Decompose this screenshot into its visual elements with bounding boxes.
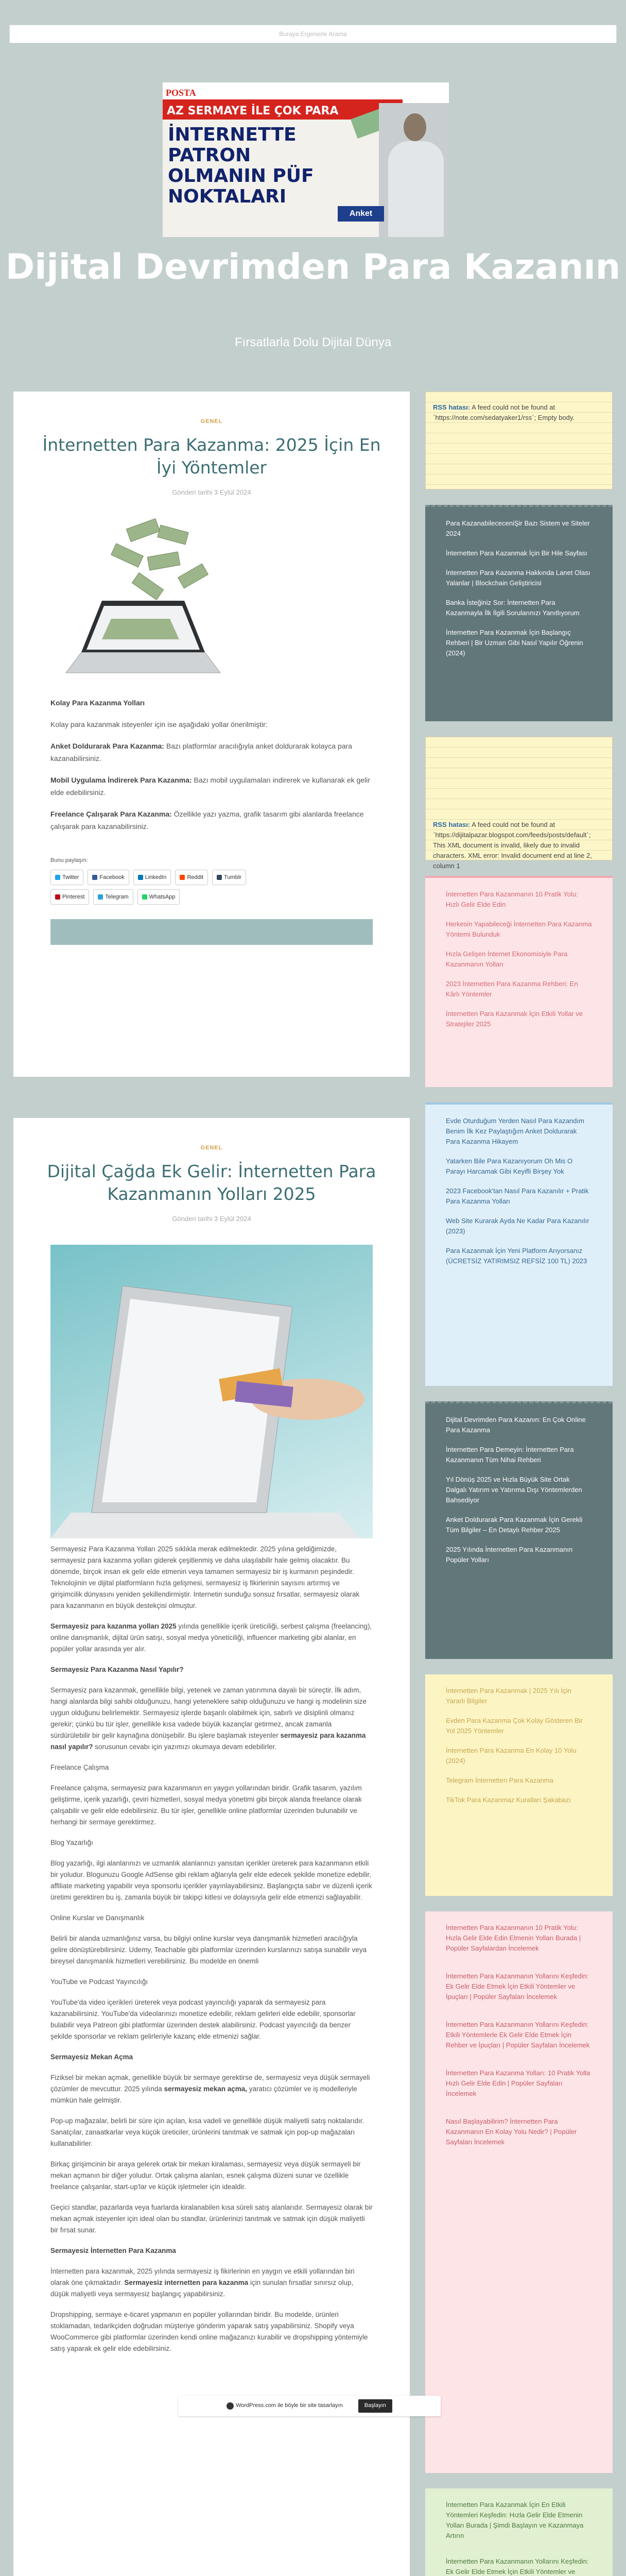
sidebar-link[interactable]: Banka İsteğiniz Sor: İnternetten Para Kazanmayla İlk İlgili Sorularınızı Yanıtlıyorum [446, 599, 580, 617]
sidebar-link[interactable]: 2023 İnternetten Para Kazanma Rehberi: En Kârlı Yöntemler [446, 980, 578, 998]
post-paragraph: Belirli bir alanda uzmanlığınız varsa, bu bilgiyi online kurslar veya danışmanlık hizmetleri aracılığıyla gelire dönüştürebilirsiniz. Udemy, Teachable gibi platformlar üzerinden kurslarınızı satışa sunabilir veya bireysel danışmanlık hizmetleri verebilirsiniz. Bu modelde en önemli [50, 1935, 367, 1965]
sidebar-link[interactable]: TikTok Para Kazanmaz Kuralları Şakabazı [446, 1796, 571, 1804]
sidebar-link[interactable]: Telegram İnternetten Para Kazanma [446, 1776, 553, 1784]
post-paragraph: Anket Doldurarak Para Kazanma: Bazı platformlar aracılığıyla anket doldurarak kolayca para kazanabilirsiniz. [50, 742, 352, 763]
sidebar-link[interactable]: İnternetten Para Kazanmak | 2025 Yılı İçin Yararlı Bilgiler [446, 1687, 571, 1705]
sidebar-link[interactable]: İnternetten Para Kazanmanın Yollarını Keşfedin: Ek Gelir Elde Etmek İçin Etkili Yöntemler ve İpuçları | Popüler Sayfaları İncelemek [446, 1972, 589, 2001]
post-date[interactable]: Gönderi tarihi 3 Eylül 2024 [172, 488, 251, 496]
sidebar-link[interactable]: İnternetten Para Kazanmanın 10 Pratik Yolu: Hızlı Gelir Elde Edin [446, 890, 578, 908]
sidebar-links-widget [425, 1911, 613, 2473]
sidebar-link[interactable]: Para KazanabilececeniŞir Bazı Sistem ve Siteler 2024 [446, 519, 590, 537]
search-input[interactable]: Buraya Ergenerle Arama [9, 25, 617, 43]
post-image [50, 1245, 373, 1538]
sidebar-link[interactable]: İnternetten Para Kazanmanın 10 Pratik Yolu: Hızla Gelir Elde Edin Elmenin Yolları Burada | Popüler Sayfalardan İncelemek [446, 1924, 581, 1952]
post-paragraph: Sermayesiz para kazanmak, genellikle bilgi, yetenek ve zaman yatırımına dayalı bir süreçtir. İlk adım, hangi alanlarda bilgi sahibi olduğunuzu, hangi yeteneklere sahip olduğunuzu ve hangi iş modelinin size uygun olduğunu belirlemektir. Sermayesiz işlerde başarılı olabilmek için, sabırlı ve disiplinli olmanız gerekir; çünkü bu tür işler, genellikle kısa vadede büyük kazançlar getirmez, ancak zamanla sürdürülebilir bir gelir kaynağına dönüşebilir. Bu işlere başlamak isteyenler sermayesiz para kazanma nasıl yapılır? sorusunun cevabı için yazımızı okumaya devam edebilirler. [50, 1686, 367, 1751]
post-heading: Sermayesiz Mekan Açma [50, 2053, 133, 2061]
post-paragraph: Pop-up mağazalar, belirli bir süre için açılan, kısa vadeli ve genellikle düşük maliyetli satış noktalarıdır. Sanatçılar, zanaatkarlar veya küçük üreticiler, ürünlerini tanıtmak ve satmak için pop-up mağazaları kullanabilirler. [50, 2117, 364, 2148]
post-title[interactable]: İnternetten Para Kazanma: 2025 İçin En İyi Yöntemler [42, 434, 381, 478]
share-label: Bunu paylaşın: [50, 857, 88, 864]
sidebar-link[interactable]: Para Kazanmak İçin Yeni Platform Arıyorsanız (ÜCRETSİZ YATIRIMSIZ REFSİZ 100 TL) 2023 [446, 1247, 587, 1265]
sidebar-link[interactable]: İnternetten Para Kazanmak İçin Bir Hile Sayfası [446, 549, 587, 557]
share-whatsapp-button[interactable]: WhatsApp [137, 889, 180, 905]
post-heading: Kolay Para Kazanma Yolları [50, 699, 145, 707]
post-date[interactable]: Gönderi tarihi 3 Eylül 2024 [172, 1214, 251, 1223]
sidebar-link[interactable]: İnternetten Para Kazanmak İçin En Etkili Yöntemleri Keşfedin: Hızla Gelir Elde Etmenin Yolları Burada | Şimdi Başlayın ve Kazanmaya Artırın [446, 2501, 584, 2539]
sidebar-links-widget [425, 1674, 613, 1896]
post-paragraph: Freelance çalışma, sermayesiz para kazanmanın en yaygın yollarından biridir. Grafik tasarım, yazılım geliştirme, içerik yazarlığı, çeviri hizmetleri, sosyal medya yönetimi gibi birçok alanda freelance olarak çalışabilir ve gelir elde edebilirsiniz. Bu tür işler, genellikle online platformlar üzerinden bulunabilir ve herhangi bir sermaye gerektirmez. [50, 1784, 362, 1826]
banner-red-text: AZ SERMAYE İLE ÇOK PARA [167, 105, 339, 117]
banner-headline: İNTERNETTE PATRON OLMANIN PÜF NOKTALARI [168, 124, 314, 207]
sidebar-link[interactable]: Evden Para Kazanma Çok Kolay Gösteren Bir Yol 2025 Yöntemler [446, 1717, 583, 1735]
sidebar-link[interactable]: Dijital Devrimden Para Kazanın: En Çok Online Para Kazanma [446, 1416, 586, 1434]
share-telegram-button[interactable]: Telegram [93, 889, 133, 905]
post-paragraph: Geçici standlar, pazarlarda veya fuarlarda kiralanabilen kısa süreli satış alanlarıdır. Sermayesiz olarak bir mekan açmak isteyenler için ideal olan bu standlar, ürünlerinizi tanıtmak ve satmak için düşük maliyetli bir fırsat sunar. [50, 2204, 373, 2234]
post-category[interactable]: GENEL [200, 418, 223, 425]
post-paragraph: Dropshipping, sermaye e-ticaret yapmanın en popüler yollarından biridir. Bu modelde, ürünleri stoklamadan, tedarikçiden doğrudan müşteriye gönderim yaparak satış yapabilirsiniz. Shopify veya WooCommerce gibi platformlar üzerinden kendi online mağazanızı kurabilir ve dropshipping yöntemiyle satış yaparak ek gelir elde edebilirsiniz. [50, 2311, 368, 2353]
site-title[interactable]: Dijital Devrimden Para Kazanın [5, 247, 621, 287]
share-facebook-button[interactable]: Facebook [88, 870, 129, 885]
sidebar-link[interactable]: İnternetten Para Kazanmak İçin Başlangıç Rehberi | Bir Uzman Gibi Nasıl Yapılır Öğrenin (2024) [446, 629, 583, 657]
sidebar-link[interactable]: 2023 Facebook'tan Nasıl Para Kazanılır + Pratik Para Kazanma Yolları [446, 1187, 589, 1205]
sidebar-link[interactable]: İnternetten Para Kazanmak İçin Etkili Yollar ve Stratejiler 2025 [446, 1010, 583, 1028]
post-paragraph: Mobil Uygulama İndirerek Para Kazanma: Bazı mobil uygulamaları indirerek ve kullanarak ek gelir elde edebilirsiniz. [50, 776, 370, 797]
post-paragraph: Kolay para kazanmak isteyenler için ise aşağıdaki yollar önerilmiştir: [50, 720, 268, 729]
post-heading: Online Kurslar ve Danışmanlık [50, 1914, 145, 1922]
wordpress-icon [227, 2402, 234, 2410]
sidebar-link[interactable]: Yatarken Bile Para Kazanıyorum Oh Mis O Parayı Harcamak Gibi Keyifli Birşey Yok [446, 1157, 573, 1175]
post-heading: YouTube ve Podcast Yayıncılığı [50, 1978, 148, 1986]
post-category[interactable]: GENEL [200, 1145, 223, 1151]
sidebar-link[interactable]: 2025 Yılında İnternetten Para Kazanmanın Popüler Yolları [446, 1546, 573, 1564]
cookie-text[interactable]: WordPress.com ile böyle bir site tasarlayın [236, 2402, 343, 2409]
cookie-banner [178, 2396, 441, 2416]
post-paragraph: Blog yazarlığı, ilgi alanlarınızı ve uzmanlık alanlarınızı yansıtan içerikler üreterek para kazanmanın etkili bir yoludur. Blogunuzu Google AdSense gibi reklam ağlarıyla gelir elde edecek şekilde monetize edebilir, affiliate marketing yapabilir veya sponsorlu içerikler yayınlayabilirsiniz. Başlangıçta sabır ve düzenli içerik üretimi gerektiren bu iş, zamanla büyük bir takipçi kitlesi ve dolayısıyla gelir elde etmenizi sağlayabilir. [50, 1859, 372, 1902]
like-box [50, 919, 373, 945]
post-paragraph: Freelance Çalışarak Para Kazanma: Özellikle yazı yazma, grafik tasarım gibi alanlarda freelance çalışarak para kazanabilirsiniz. [50, 810, 364, 831]
post-image [50, 518, 236, 683]
newspaper-logo: POSTA [166, 88, 196, 98]
sidebar-link[interactable]: Hızla Gelişen İnternet Ekonomisiyle Para Kazanmanın Yolları [446, 950, 568, 968]
post-paragraph: Birkaç girişimcinin bir araya gelerek ortak bir mekan kiralaması, sermayesiz veya düşük sermayeli bir mekan açmanın bir diğer yoludur. Ortak çalışma alanları, esnek çalışma düzeni sunar ve özellikle freelance çalışanlar, start-up'lar ve küçük işletmeler için idealdir. [50, 2160, 361, 2191]
rss-widget: RSS hatası: A feed could not be found at `https://dijitalpazar.blogspot.com/feeds/posts/default`; This XML document is invalid, likely due to invalid characters. XML error: Invalid document end at line 2, column 1 [425, 737, 613, 860]
post-title[interactable]: Dijital Çağda Ek Gelir: İnternetten Para Kazanmanın Yolları 2025 [47, 1161, 376, 1204]
share-linkedin-button[interactable]: LinkedIn [133, 870, 171, 885]
header-banner-image [163, 82, 449, 237]
sidebar-links-widget [425, 1401, 613, 1659]
sidebar-link[interactable]: Nasıl Başlayabilirim? İnternetten Para Kazanmanın En Kolay Yolu Nedir? | Popüler Sayfaları İncelemek [446, 2117, 577, 2146]
sidebar-link[interactable]: Web Site Kurarak Ayda Ne Kadar Para Kazanılır (2023) [446, 1217, 589, 1235]
post-heading: Sermayesiz İnternetten Para Kazanma [50, 2247, 176, 2255]
sidebar-link[interactable]: İnternetten Para Kazanma En Kolay 10 Yolu (2024) [446, 1747, 577, 1765]
share-tumblr-button[interactable]: Tumblr [212, 870, 246, 885]
post-paragraph: Sermayesiz para kazanma yolları 2025 yılında genellikle içerik üreticiliği, serbest çalışma (freelancing), online danışmanlık, dijital ürün satışı, sosyal medya yöneticiliği, influencer marketing gibi alanlar, en popüler yollar arasında yer alır. [50, 1622, 372, 1653]
post-paragraph: YouTube'da video içerikleri üreterek veya podcast yayıncılığı yaparak da sermayesiz para kazanabilirsiniz. YouTube'da videolarınızı monetize edebilir, reklam gelirleri elde edebilir, sponsorlar bulabilir veya Patreon gibi platformlar üzerinden destek alabilirsiniz. Podcast yayıncılığı da benzer şekilde sponsorlar ve reklam gelirleriyle kazanç elde etmenizi sağlar. [50, 1998, 356, 2041]
sidebar-link[interactable]: İnternetten Para Kazanma Hakkında Lanet Olası Yalanlar | Blockchain Geliştiricisi [446, 569, 590, 587]
site-tagline: Fırsatlarla Dolu Dijital Dünya [234, 335, 392, 349]
post-card [13, 392, 410, 1077]
post-heading: Freelance Çalışma [50, 1764, 109, 1772]
sidebar-links-widget [425, 505, 613, 721]
sidebar-links-widget [425, 876, 613, 1087]
post-heading: Sermayesiz Para Kazanma Nasıl Yapılır? [50, 1666, 184, 1674]
share-pinterest-button[interactable]: Pinterest [50, 889, 89, 905]
post-paragraph: Sermayesiz Para Kazanma Yolları 2025 sıklıkla merak edilmektedir. 2025 yılına geldiğimizde, sermayesiz para kazanma yolları giderek çeşitlenmiş ve daha ulaşılabilir hale gelmiş olacaktır. Bu dönemde, birçok insan ek gelir elde etmenin veya tamamen sermayesiz bir iş kurmanın peşindedir. Teknolojinin ve dijital platformların hızla gelişmesi, sermayesiz iş fikirlerinin sayısını artırmış ve girişimcilik dünyasını yeniden şekillendirmiştir. İnternetin sunduğu sonsuz fırsatlar, sermayesiz olarak para kazanmanın en büyük destekçisi olmuştur. [50, 1545, 360, 1610]
sidebar-link[interactable]: Evde Oturduğum Yerden Nasıl Para Kazandım Benim İlk Kez Paylaştığım Anket Doldurarak Para Kazanma Hikayem [446, 1117, 584, 1145]
rss-widget: RSS hatası: A feed could not be found at `https://note.com/sedatyaker1/rss`; Empty body. [425, 392, 613, 489]
sidebar-link[interactable]: Yıl Dönüş 2025 ve Hızla Büyük Site Ortak Dalgalı Yatırım ve Yatırıma Dışı Yöntemlerden Bahsediyor [446, 1476, 582, 1504]
sidebar-link[interactable]: İnternetten Para Kazanmanın Yollarını Keşfedin: Ek Gelir Elde Etmek İçin Etkili Yöntemler ve [446, 2557, 589, 2575]
get-started-button[interactable]: Başlayın [358, 2399, 392, 2413]
post-heading: Blog Yazarlığı [50, 1839, 93, 1847]
post-card [13, 1118, 410, 2576]
banner-badge: Anket [338, 206, 384, 222]
sidebar-link[interactable]: İnternetten Para Demeyin: İnternetten Para Kazanmanın Tüm Nihai Rehberi [446, 1446, 574, 1464]
post-paragraph: Fiziksel bir mekan açmak, genellikle büyük bir sermaye gerektirse de, sermayesiz veya düşük sermayeli çözümler de mevcuttur. 2025 yılında sermayesiz mekan açma, yaratıcı çözümler ve iş modelleriyle mümkün hale gelmiştir. [50, 2074, 370, 2105]
sidebar-link[interactable]: İnternetten Para Kazanmanın Yollarını Keşfedin: Etkili Yöntemlerle Ek Gelir Elde Etmek İçin Rehber ve İpuçları | Popüler Sayfaları İncelemek [446, 2021, 590, 2049]
share-twitter-button[interactable]: Twitter [50, 870, 83, 885]
sidebar-links-widget [425, 2488, 613, 2576]
sidebar-link[interactable]: Anket Doldurarak Para Kazanmak İçin Gerekli Tüm Bilgiler – En Detaylı Rehber 2025 [446, 1516, 583, 1534]
post-paragraph: İnternetten para kazanmak, 2025 yılında sermayesiz iş fikirlerinin en yaygın ve etkili yollarından biri olarak öne çıkmaktadır. Sermayesiz internetten para kazanma için sunulan fırsatlar sınırsız olup, düşük maliyetli veya sermayesiz başlangıç yapabilirsiniz. [50, 2267, 355, 2298]
sidebar-links-widget [425, 1103, 613, 1386]
share-reddit-button[interactable]: Reddit [175, 870, 208, 885]
sidebar-link[interactable]: Herkesin Yapabileceği İnternetten Para Kazanma Yöntemi Bulunduk [446, 920, 592, 938]
sidebar-link[interactable]: İnternetten Para Kazanma Yolları: 10 Pratik Yolla Hızlı Gelir Elde Edin | Popüler Sayfaları İncelemek [446, 2069, 590, 2097]
